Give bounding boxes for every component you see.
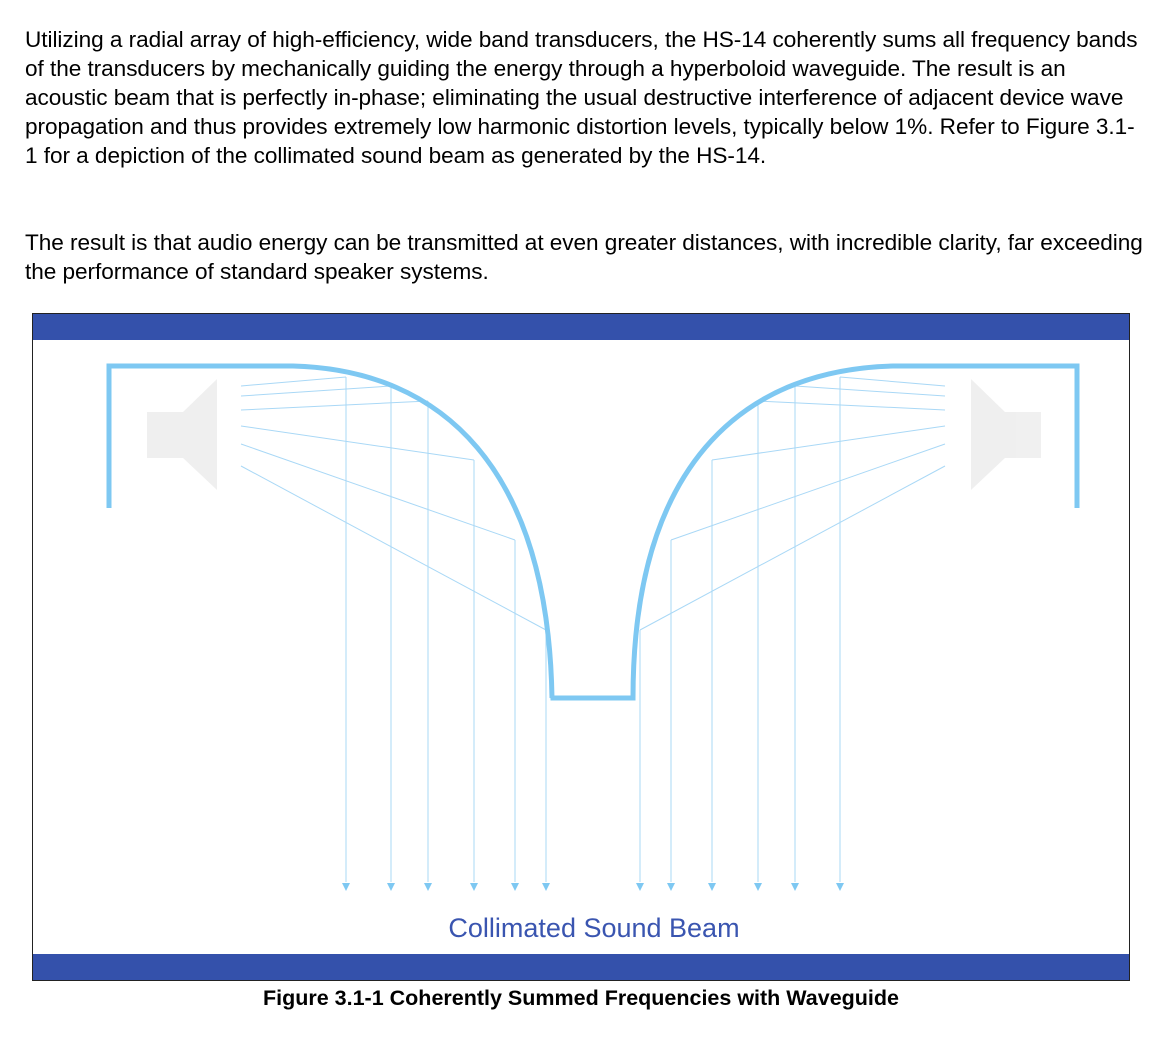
waveguide-figure	[32, 313, 1130, 981]
beam-arrow-right	[836, 883, 844, 891]
waveguide-outline	[109, 366, 1077, 698]
incident-ray-right	[795, 386, 945, 396]
beam-arrow-left	[342, 883, 350, 891]
beam-arrow-right	[791, 883, 799, 891]
speaker-left-icon	[147, 379, 217, 490]
incident-ray-right	[712, 426, 945, 460]
incident-ray-right	[840, 377, 945, 386]
incident-ray-left	[241, 466, 546, 630]
figure-caption: Figure 3.1-1 Coherently Summed Frequencies with Waveguide	[263, 986, 899, 1010]
beam-arrow-left	[470, 883, 478, 891]
beam-arrow-right	[754, 883, 762, 891]
incident-ray-right	[640, 466, 945, 630]
sound-rays	[241, 377, 945, 891]
incident-ray-right	[758, 401, 945, 410]
beam-arrow-left	[542, 883, 550, 891]
beam-arrow-left	[387, 883, 395, 891]
beam-arrow-left	[424, 883, 432, 891]
incident-ray-left	[241, 426, 474, 460]
waveguide-diagram	[33, 314, 1129, 980]
beam-arrow-right	[667, 883, 675, 891]
figure-bottom-band	[33, 954, 1129, 980]
intro-paragraph: Utilizing a radial array of high-efficiency, wide band transducers, the HS-14 coherently sums all frequency bands of the transducers by mechanically guiding the energy through a hyperboloid waveguide. The result is an acoustic beam that is perfectly in-phase; eliminating the usual destructive interference of adjacent device wave propagation and thus provides extremely low harmonic distortion levels, typically below 1%. Refer to Figure 3.1-1 for a depiction of the collimated sound beam as generated by the HS-14.	[25, 27, 1138, 168]
incident-ray-left	[241, 386, 391, 396]
incident-ray-left	[241, 401, 428, 410]
beam-arrow-left	[511, 883, 519, 891]
beam-arrow-right	[636, 883, 644, 891]
beam-label: Collimated Sound Beam	[448, 913, 740, 943]
result-paragraph: The result is that audio energy can be transmitted at even greater distances, with incredible clarity, far exceeding the performance of standard speaker systems.	[25, 230, 1143, 284]
incident-ray-left	[241, 377, 346, 386]
speaker-right-icon	[971, 379, 1041, 490]
beam-arrow-right	[708, 883, 716, 891]
